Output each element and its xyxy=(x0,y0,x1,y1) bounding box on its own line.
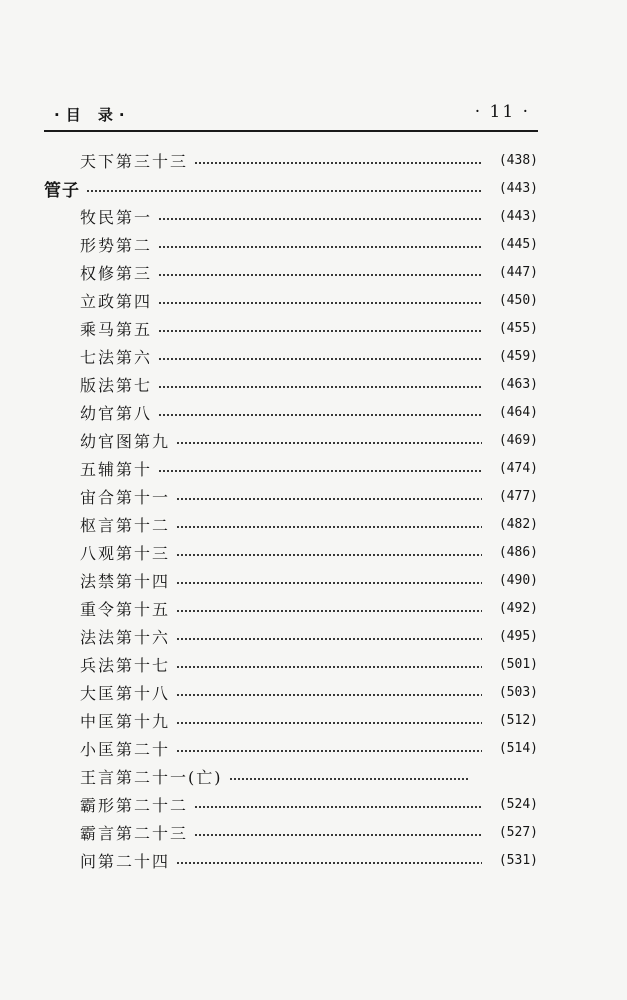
toc-entry-title: 立政第四 xyxy=(80,291,153,311)
dot-leader xyxy=(176,498,482,500)
toc-entry-title: 幼官图第九 xyxy=(80,431,171,451)
toc-entry xyxy=(80,734,538,762)
toc-entry-page: (486) xyxy=(498,544,538,560)
toc-section-heading xyxy=(44,174,538,202)
toc-entry xyxy=(80,566,538,594)
toc-entry-title: 宙合第十一 xyxy=(80,487,171,507)
toc-entry xyxy=(80,314,538,342)
toc-entry xyxy=(80,342,538,370)
toc-entry xyxy=(80,370,538,398)
dot-leader xyxy=(158,470,482,472)
toc-entry-title: 重令第十五 xyxy=(80,599,171,619)
toc-entry xyxy=(80,762,538,790)
toc-entry-title: 权修第三 xyxy=(80,263,153,283)
toc-entry-title: 形势第二 xyxy=(80,235,153,255)
toc-entry-page: (503) xyxy=(498,684,538,700)
dot-leader xyxy=(176,582,482,584)
toc-entry-title: 法法第十六 xyxy=(80,627,171,647)
toc-entry-page: (474) xyxy=(498,460,538,476)
toc-entry xyxy=(80,790,538,818)
toc-entry-title: 八观第十三 xyxy=(80,543,171,563)
toc-entry-page: (459) xyxy=(498,348,538,364)
dot-leader xyxy=(158,274,482,276)
dot-leader xyxy=(158,330,482,332)
toc-entry xyxy=(80,482,538,510)
toc-entry xyxy=(80,706,538,734)
toc-entry-page: (438) xyxy=(498,152,538,168)
toc-entry xyxy=(80,258,538,286)
toc-entry xyxy=(80,622,538,650)
section-title: ·目 录· xyxy=(54,106,131,124)
toc-entry xyxy=(80,818,538,846)
toc-entry-page: (490) xyxy=(498,572,538,588)
toc-entry-title: 牧民第一 xyxy=(80,207,153,227)
toc-entry xyxy=(80,146,538,174)
dot-leader xyxy=(194,806,482,808)
toc-entry-title: 大匡第十八 xyxy=(80,683,171,703)
toc-entry-title: 枢言第十二 xyxy=(80,515,171,535)
toc-entry xyxy=(80,286,538,314)
toc-entry-title: 乘马第五 xyxy=(80,319,153,339)
dot-leader xyxy=(194,834,482,836)
toc-entry-page: (514) xyxy=(498,740,538,756)
toc-entry xyxy=(80,398,538,426)
toc-entry-page: (445) xyxy=(498,236,538,252)
toc-entry-title: 王言第二十一(亡) xyxy=(80,767,223,787)
running-header xyxy=(44,100,538,132)
toc-entry-title: 霸形第二十二 xyxy=(80,795,189,815)
toc-entry xyxy=(80,510,538,538)
toc-entry-page: (495) xyxy=(498,628,538,644)
dot-leader xyxy=(158,218,482,220)
dot-leader xyxy=(158,358,482,360)
toc-entry-title: 问第二十四 xyxy=(80,851,171,871)
toc-entry-page: (450) xyxy=(498,292,538,308)
dot-leader xyxy=(158,386,482,388)
dot-leader xyxy=(176,638,482,640)
dot-leader xyxy=(176,862,482,864)
dot-leader xyxy=(158,414,482,416)
page-number: · 11 · xyxy=(474,102,530,122)
dot-leader xyxy=(176,722,482,724)
toc-entry-title: 霸言第二十三 xyxy=(80,823,189,843)
toc-entry-page: (501) xyxy=(498,656,538,672)
toc-entry xyxy=(80,846,538,874)
dot-leader xyxy=(176,442,482,444)
toc-entry-title: 七法第六 xyxy=(80,347,153,367)
toc-section-title: 管子 xyxy=(44,180,80,201)
toc-entry-page: (492) xyxy=(498,600,538,616)
toc-entry-title: 小匡第二十 xyxy=(80,739,171,759)
toc-entry-title: 天下第三十三 xyxy=(80,151,189,171)
toc-entry-page: (464) xyxy=(498,404,538,420)
toc-entry-page: (482) xyxy=(498,516,538,532)
toc-entry xyxy=(80,454,538,482)
toc-entry xyxy=(80,538,538,566)
toc-entry-title: 中匡第十九 xyxy=(80,711,171,731)
toc-entry-page: (469) xyxy=(498,432,538,448)
toc-entry-page: (527) xyxy=(498,824,538,840)
toc-entry-title: 版法第七 xyxy=(80,375,153,395)
toc-entry xyxy=(80,678,538,706)
toc-entry-title: 五辅第十 xyxy=(80,459,153,479)
dot-leader xyxy=(229,778,469,780)
toc-entry-page: (447) xyxy=(498,264,538,280)
dot-leader xyxy=(176,750,482,752)
toc-entry xyxy=(80,230,538,258)
toc-entry-page: (443) xyxy=(498,180,538,196)
dot-leader xyxy=(176,554,482,556)
toc-entry-page: (455) xyxy=(498,320,538,336)
dot-leader xyxy=(176,666,482,668)
toc-entry-page: (443) xyxy=(498,208,538,224)
toc-entry xyxy=(80,202,538,230)
toc-entry-title: 幼官第八 xyxy=(80,403,153,423)
dot-leader xyxy=(194,162,482,164)
toc-entry-page: (512) xyxy=(498,712,538,728)
dot-leader xyxy=(158,246,482,248)
toc-entry xyxy=(80,426,538,454)
dot-leader xyxy=(176,694,482,696)
toc-entry xyxy=(80,650,538,678)
dot-leader xyxy=(176,526,482,528)
toc-entry-title: 法禁第十四 xyxy=(80,571,171,591)
dot-leader xyxy=(158,302,482,304)
toc-entry-title: 兵法第十七 xyxy=(80,655,171,675)
toc-entry-page: (477) xyxy=(498,488,538,504)
dot-leader xyxy=(86,190,482,192)
toc-entry-page: (531) xyxy=(498,852,538,868)
toc-entry-page: (524) xyxy=(498,796,538,812)
dot-leader xyxy=(176,610,482,612)
toc-entry-page: (463) xyxy=(498,376,538,392)
toc-entry xyxy=(80,594,538,622)
